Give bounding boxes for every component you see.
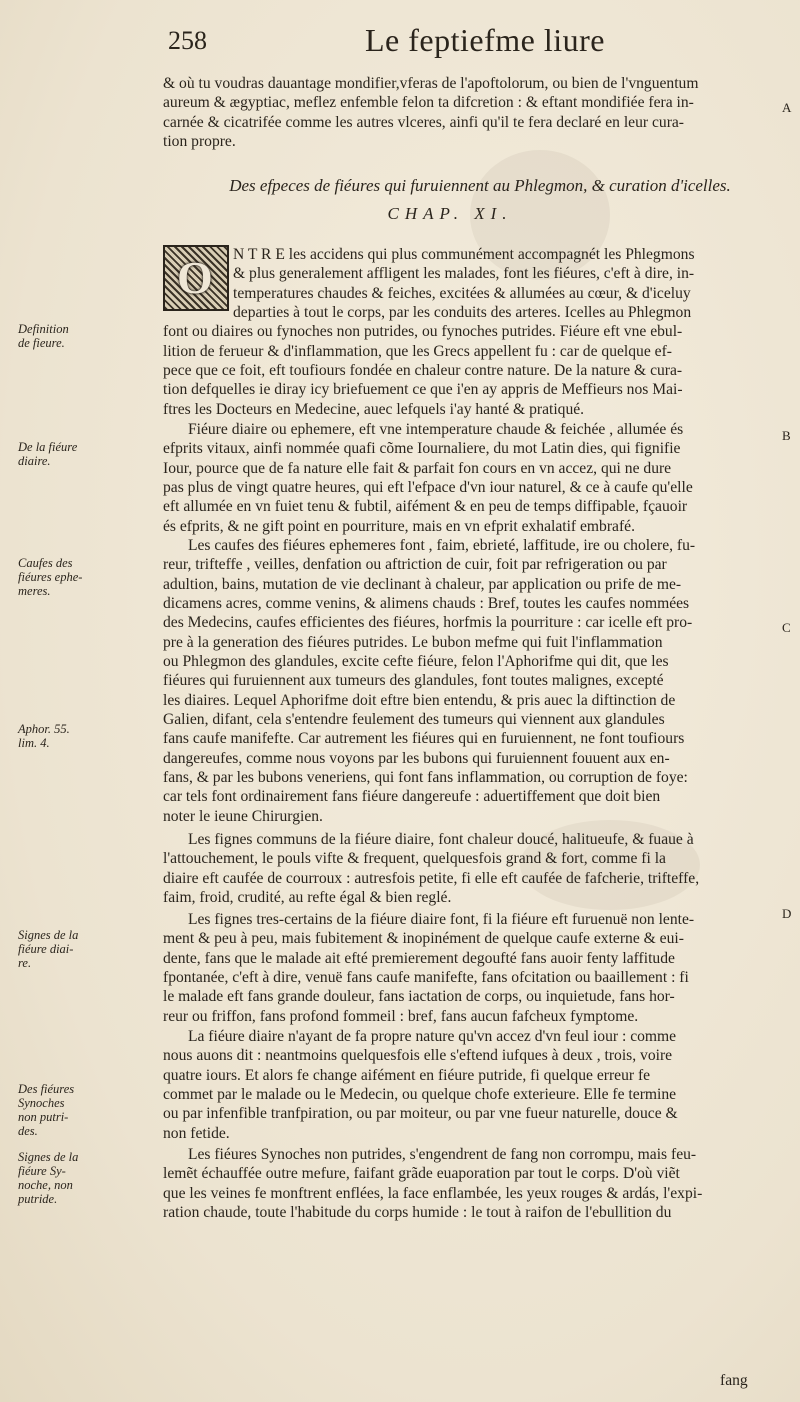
text-line: Les fignes tres-certains de la fiéure diaire font, fi la fiéure eft furuenuë non lente- [187,911,695,928]
text-line: tion defquelles ie diray icy briefuement ce que i'en ay appris de Meffieurs nos Mai- [163,381,683,399]
text-line: dente, fans que le malade ait efté premierement degoufté fans auoir fenty laffitude [163,949,675,967]
text-line: departies à tout le corps, par les conduits des arteres. Icelles au Phlegmon [233,304,692,322]
text-line: Les caufes des fiéures ephemeres font , faim, ebrieté, laffitude, ire ou cholere, fu- [187,537,696,554]
catchword: fang [720,1372,748,1389]
text-line: des Medecins, caufes efficientes des fiéures, horfmis la pourriture : car icelle eft pro- [163,614,693,632]
text-line: nous auons dit : neantmoins quelquesfois elle s'eftend iufques à deux , trois, voire [163,1047,673,1065]
text-line: reur, trifteffe , veilles, denfation ou aftriction de cuir, foit par refrigeration ou par [163,556,667,574]
text-line: & où tu voudras dauantage mondifier,vferas de l'apoftolorum, ou bien de l'vnguentum [163,75,699,92]
page-number: 258 [168,26,207,55]
sidenote-line: meres. [18,584,51,598]
text-line: dicamens acres, comme venins, & alimens chauds : Bref, toutes les caufes nommées [163,595,690,613]
sidenote-line: Des fiéures [18,1082,75,1096]
text-line: font ou diaires ou fynoches non putrides, ou fynoches putrides. Fiéure eft vne ebul- [163,323,683,341]
text-line: ftres les Docteurs en Medecine, auec lefquels i'ay hanté & pratiqué. [163,400,585,418]
text-line: ration chaude, toute l'habitude du corps humide : le tout à raifon de l'ebullition du [163,1204,672,1222]
sidenote-line: De la fiéure [18,440,78,454]
text-line: fiéures qui furuiennent aux tumeurs des glandules, font toutes malignes, excepté [163,672,664,690]
text-line: adultion, bains, mutation de vie declinant à chaleur, par application ou prife de me- [163,575,682,593]
text-line: & plus generalement affligent les malades, font les fiéures, c'eft à dire, in- [233,265,695,283]
text-line: Les fiéures Synoches non putrides, s'engendrent de fang non corrompu, mais feu- [187,1146,697,1163]
sidenote-line: fiéure Sy- [18,1164,66,1178]
text-line: eft allumée en vn fuiet tenu & fubtil, aifément & en peu de temps diffipable, fçauoir [163,498,688,516]
text-line: ou Phlegmon des glandules, excite cefte fiéure, felon l'Aphorifme qui dit, que les [163,653,669,671]
text-line: carnée & cicatrifée comme les autres vlceres, ainfi qu'il te fera declaré en leur cura- [163,113,684,131]
text-line: fans, & par les bubons veneriens, qui font fans inflammation, ou corruption de foye: [163,769,688,787]
sidenote-line: Signes de la [18,928,79,942]
sidenote-signes-synoche [18,1150,96,1206]
text-line: Galien, difant, cela s'entendre feulement des tumeurs qui viennent aux glandules [163,711,665,729]
margin-marker-a: A [782,100,792,115]
sidenote-line: diaire. [18,454,51,468]
sidenote-signes [18,928,96,970]
text-line: lition de ferueur & d'inflammation, que les Grecs appellent fu : car de quelque ef- [163,342,672,360]
text-line: és efprits, & ne gift point en pourriture, mais en vn efprit exhalatif embrafé. [163,517,635,535]
text-line: La fiéure diaire n'ayant de fa propre nature qu'vn accez d'vn feul iour : comme [187,1028,677,1045]
chapter-label: CHAP. XI. [387,204,513,223]
sidenote-line: des. [18,1124,38,1138]
text-line: Iour, pource que de fa nature elle fait & parfait fon cours en vn accez, qui ne dure [163,459,672,477]
sidenote-line: Signes de la [18,1150,79,1164]
margin-marker-d: D [782,906,792,921]
sidenote-line: Caufes des [18,556,73,570]
text-line: fpontanée, c'eft à dire, venuë fans caufe manifefte, fans ofcitation ou baaillement : fi [163,969,689,987]
text-line: quatre iours. Et alors fe change aifément en fiéure putride, fi quelque erreur fe [163,1066,651,1084]
sidenote-causes [18,556,96,598]
text-line: les diaires. Lequel Aphorifme doit eftre bien entendu, & pris auec la diftinction de [163,691,676,709]
page-header [150,22,790,66]
text-line: reur ou friffon, fans profond fommeil : bref, fans aucun fafcheux fymptome. [163,1007,639,1025]
initial-letter: O [177,252,213,303]
paragraph-7 [163,1145,763,1222]
text-line: efprits vitaux, ainfi nommée quafi cõme Iournaliere, du mot Latin dies, qui fignifie [163,440,681,458]
text-line: diaire eft caufée de courroux : autresfois petite, fi elle eft caufée de fafcherie, trifteffe, [163,869,700,887]
text-line: l'attouchement, le pouls vifte & frequent, quelquesfois grand & fort, comme fi la [163,850,666,868]
intro-paragraph [163,74,763,151]
text-line: Les fignes communs de la fiéure diaire, font chaleur doucé, halitueufe, & fuaue à [187,831,694,848]
text-line: faim, froid, crudité, au refte égal & bien reglé. [163,889,452,907]
section-heading: Des efpeces de fiéures qui furuiennent au Phlegmon, & curation d'icelles. [229,176,731,195]
text-line: le malade eft fans grande douleur, fans iactation de corps, ou inquietude, fans hor- [163,988,675,1006]
sidenote-line: lim. 4. [18,736,50,750]
text-line: ment & peu à peu, mais fubitement & inopinément de quelque caufe externe & eui- [163,930,684,948]
text-line: ou par infenfible tranfpiration, ou par moiteur, ou par vne fueur naturelle, douce & [163,1105,678,1123]
sidenote-line: Aphor. 55. [18,722,70,736]
text-line: dangereufes, comme nous voyons par les bubons qui furuiennent fouuent aux en- [163,749,670,767]
sidenote-line: fiéures ephe- [18,570,83,584]
text-line: tion propre. [163,133,236,151]
sidenote-line: Definition [18,322,69,336]
sidenote-line: re. [18,956,32,970]
text-line: que les veines fe monftrent enflées, la face enflambée, les yeux rouges & ardás, l'expi- [163,1184,703,1202]
paragraph-4 [163,830,763,907]
sidenote-definition [18,322,96,350]
paragraph-2 [163,420,763,536]
text-line: noter le ieune Chirurgien. [163,807,323,825]
sidenote-line: de fieure. [18,336,65,350]
sidenote-line: Synoches [18,1096,65,1110]
text-line: commet par le malade ou le Medecin, ou quelque chofe exterieure. Elle fe termine [163,1086,677,1104]
text-line: Fiéure diaire ou ephemere, eft vne intemperature chaude & feichée , allumée és [187,421,684,438]
running-title: Le feptiefme liure [365,22,605,58]
sidenote-line: fiéure diai- [18,942,74,956]
paragraph-3 [163,536,763,826]
paragraph-5 [163,910,763,1026]
sidenote-aphorisme [18,722,96,750]
paragraph-6 [163,1027,763,1143]
sidenote-synoches [18,1082,96,1138]
sidenote-line: putride. [18,1192,58,1206]
text-line: car tels font ordinairement fans fiéure dangereufe : aduertiffement que doit bien [163,788,661,806]
text-line: N T R E les accidens qui plus communément accompagnét les Phlegmons [233,246,695,263]
text-line: pece que ce foit, eft toufiours fondée en chaleur contre nature. De la nature & cura- [163,362,683,380]
sidenote-line: noche, non [18,1178,73,1192]
text-line: fans caufe manifefte. Car autrement les fiéures qui en furuiennent, ne font toufiours [163,730,685,748]
text-line: non fetide. [163,1124,230,1142]
paragraph-1 [163,245,763,419]
sidenote-line: non putri- [18,1110,69,1124]
margin-marker-c: C [782,620,791,635]
text-line: pre à la generation des fiéures putrides. Le bubon mefme qui fuit l'inflammation [163,633,663,651]
text-line: lemẽt échauffée outre mefure, faifant grãde euaporation par tout le corps. D'où viẽt [163,1165,680,1183]
text-line: pas plus de vingt quatre heures, qui eft l'efpace d'vn iour naturel, & ce à caufe qu'elle [163,479,693,497]
margin-marker-b: B [782,428,791,443]
text-line: aureum & ægyptiac, meflez enfemble felon ta difcretion : & eftant mondifiée fera in- [163,94,694,112]
sidenote-diaire [18,440,96,468]
text-line: temperatures chaudes & feiches, excitées & allumées au cœur, & d'iceluy [233,284,691,302]
